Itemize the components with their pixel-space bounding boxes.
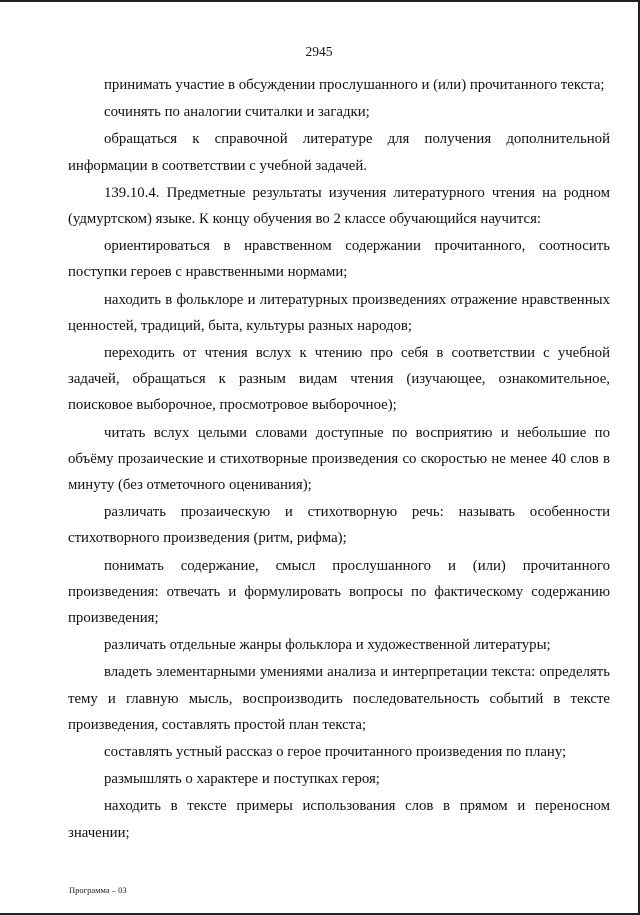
paragraph-6: находить в фольклоре и литературных произведениях отражение нравственных ценностей, традиций, быта, культуры разных народов; <box>68 291 610 334</box>
page-footer: Программа – 03 <box>69 885 127 895</box>
paragraph-4: 139.10.4. Предметные результаты изучения литературного чтения на родном (удмуртском) языке. К концу обучения во 2 классе обучающийся научится: <box>68 184 610 228</box>
paragraph-15: находить в тексте примеры использования слов в прямом и переносном значении; <box>68 798 610 841</box>
paragraph-12: владеть элементарными умениями анализа и интерпретации текста: определять тему и главную мысль, воспроизводить последовательность событий в тексте произведения, составлять простой план текста; <box>68 664 610 733</box>
paragraph-5: ориентироваться в нравственном содержании прочитанного, соотносить поступки героев с нравственными нормами; <box>68 238 610 281</box>
paragraph-2: сочинять по аналогии считалки и загадки; <box>104 104 370 121</box>
page-number: 2945 <box>305 44 333 59</box>
paragraph-3: обращаться к справочной литературе для получения дополнительной информации в соответствии с учебной задачей. <box>68 131 610 174</box>
paragraph-14: размышлять о характере и поступках героя; <box>104 771 380 788</box>
paragraph-13: составлять устный рассказ о герое прочитанного произведения по плану; <box>104 744 567 761</box>
paragraph-10: понимать содержание, смысл прослушанного и (или) прочитанного произведения: отвечать и формулировать вопросы по фактическому содержанию произведения; <box>68 557 610 627</box>
paragraph-1: принимать участие в обсуждении прослушанного и (или) прочитанного текста; <box>104 77 605 93</box>
document-body <box>68 72 610 846</box>
paragraph-8: читать вслух целыми словами доступные по восприятию и небольшие по объёму прозаические и стихотворные произведения со скоростью не менее 40 слов в минуту (без отметочного оценивания); <box>68 424 610 494</box>
paragraph-9: различать прозаическую и стихотворную речь: называть особенности стихотворного произведения (ритм, рифма); <box>68 504 610 547</box>
paragraph-7: переходить от чтения вслух к чтению про себя в соответствии с учебной задачей, обращаться к разным видам чтения (изучающее, ознакомительное, поисковое выборочное, просмотровое выборочное); <box>68 345 610 414</box>
paragraph-11: различать отдельные жанры фольклора и художественной литературы; <box>104 637 551 654</box>
